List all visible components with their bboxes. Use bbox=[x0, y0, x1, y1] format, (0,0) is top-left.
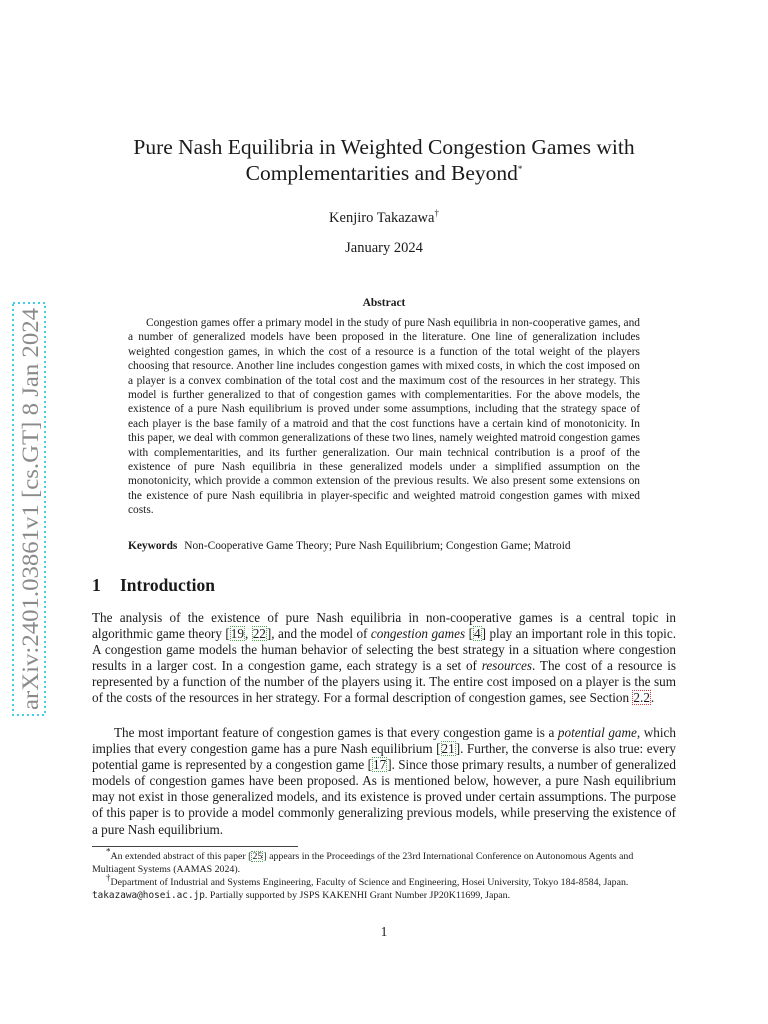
text-run: ]. Further, the converse is also true: every potential game is represented by a congestion game [ bbox=[92, 741, 676, 773]
emphasized-term: resources bbox=[481, 658, 533, 674]
abstract-heading: Abstract bbox=[362, 297, 406, 309]
page-number: 1 bbox=[380, 924, 388, 939]
section-number: 1 bbox=[92, 575, 101, 595]
author-name: Kenjiro Takazawa bbox=[329, 210, 435, 226]
keywords-text: Non-Cooperative Game Theory; Pure Nash Equilibrium; Congestion Game; Matroid bbox=[184, 540, 571, 552]
footnote-author bbox=[92, 872, 676, 902]
text-run: . Partially supported by JSPS KAKENHI Grant Number JP20K11699, Japan. bbox=[204, 890, 511, 901]
citation-link[interactable]: 22 bbox=[252, 626, 266, 642]
text-run: ] play an important role in this topic. A congestion game models the human behavior of selecting the best strategy in a situation where congestion results in a larger cost. In a congestion game, each strategy is a set of bbox=[92, 626, 676, 674]
section-title: Introduction bbox=[120, 575, 215, 595]
abstract-text: Congestion games offer a primary model in the study of pure Nash equilibria in non-cooperative games, and a number of generalized models have been proposed in the literature. One line of generalization includes weighted congestion games, in which the cost of a resource is a function of the total weight of the players choosing that resource. Another line includes congestion games with mixed costs, in which the cost imposed on a player is a convex combination of the total cost and the maximum cost of the resources in her strategy. This model is further generalized to that of congestion games with complementarities. For the above models, the existence of a pure Nash equilibrium is proved under some assumptions, including that the strategy space of each player is the base family of a matroid and that the cost functions have a certain kind of monotonicity. In this paper, we deal with common generalizations of these two lines, namely weighted matroid congestion games with complementarities, and its further generalization. Our main technical contribution is a proof of the existence of pure Nash equilibria in these generalized models under a simplified assumption on the monotonicity, which provide a common extension of the previous results. We also present some extensions on the existence of pure Nash equilibria in player-specific and weighted matroid congestion games with mixed costs. bbox=[128, 317, 640, 517]
footnote-title bbox=[92, 846, 676, 876]
footnote-divider bbox=[92, 846, 298, 847]
text-run: , bbox=[244, 626, 252, 642]
keywords-label: Keywords bbox=[128, 540, 178, 552]
citation-link[interactable]: 19 bbox=[230, 626, 244, 642]
text-run: ], and the model of bbox=[266, 626, 371, 642]
section-reference-link[interactable]: 2.2 bbox=[633, 690, 650, 706]
intro-paragraph-2 bbox=[92, 725, 676, 838]
title-footnote-mark[interactable]: * bbox=[517, 163, 523, 174]
emphasized-term: potential game bbox=[557, 725, 637, 740]
text-run: . bbox=[650, 690, 655, 706]
emphasized-term: congestion games bbox=[370, 626, 466, 642]
text-run: , which implies that every congestion game has a pure Nash equilibrium [ bbox=[92, 725, 676, 757]
text-run: [ bbox=[465, 626, 474, 642]
paper-title bbox=[92, 134, 676, 186]
text-run: An extended abstract of this paper [ bbox=[110, 851, 252, 862]
author-email[interactable]: takazawa@hosei.ac.jp bbox=[92, 890, 205, 901]
section-heading-introduction bbox=[92, 575, 215, 596]
text-run: ] appears in the Proceedings of the 23rd International Conference on Autonomous Agents and Multiagent Systems (AAMAS 2024). bbox=[92, 851, 634, 875]
author-footnote-mark[interactable]: † bbox=[434, 208, 439, 219]
citation-link[interactable]: 4 bbox=[474, 626, 481, 642]
citation-link[interactable]: 25 bbox=[252, 851, 263, 862]
citation-link[interactable]: 17 bbox=[373, 757, 387, 773]
author-line bbox=[92, 210, 676, 227]
text-run: The analysis of the existence of pure Nash equilibria in non-cooperative games is a central topic in algorithmic game theory [ bbox=[92, 610, 676, 642]
publication-date: January 2024 bbox=[345, 240, 423, 256]
intro-paragraph-1 bbox=[92, 610, 676, 707]
text-run: . The cost of a resource is represented by a function of the number of the players using it. The entire cost imposed on a player is the sum of the costs of the resources in her strategy. For a formal description of congestion games, see Section bbox=[92, 658, 676, 706]
keywords-line bbox=[128, 539, 648, 553]
arxiv-identifier-stamp[interactable] bbox=[12, 302, 46, 716]
citation-link[interactable]: 21 bbox=[441, 741, 455, 757]
footnote-mark: * bbox=[106, 846, 111, 857]
title-line-2: Complementarities and Beyond bbox=[245, 161, 518, 185]
text-run: The most important feature of congestion games is that every congestion game is a bbox=[114, 725, 558, 740]
arxiv-stamp-text: arXiv:2401.03861v1 [cs.GT] 8 Jan 2024 bbox=[18, 336, 43, 710]
text-run: Department of Industrial and Systems Engineering, Faculty of Science and Engineering, Hosei University, Tokyo 184-8584, Japan. bbox=[110, 877, 629, 888]
text-run: ]. Since those primary results, a number of generalized models of congestion games have been proposed. As is mentioned below, however, a pure Nash equilibrium may not exist in those generalized models, and its existence is proved under certain assumptions. The purpose of this paper is to provide a model commonly generalizing previous models, while preserving the existence of a pure Nash equilibrium. bbox=[92, 757, 676, 837]
footnote-mark: † bbox=[106, 872, 111, 883]
title-line-1: Pure Nash Equilibria in Weighted Congestion Games with bbox=[133, 135, 635, 159]
